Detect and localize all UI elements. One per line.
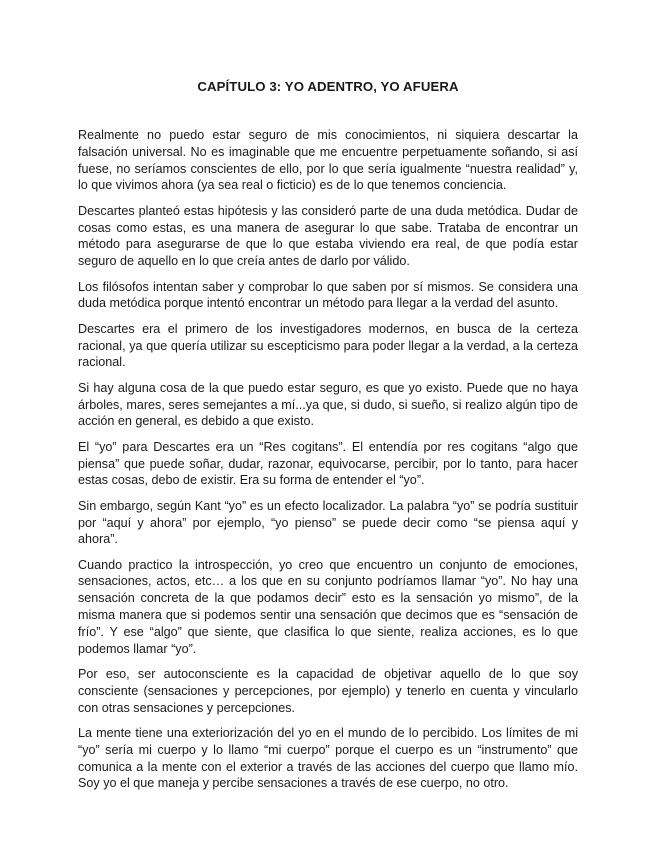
paragraph-8: Cuando practico la introspección, yo creo que encuentro un conjunto de emociones, sensaciones, actos, etc… a los que en su conjunto podríamos llamar “yo”. No hay una sensación concreta de la que podamos decir” esto es la sensación yo mismo”, de la misma manera que si podemos sentir una sensación que decimos que es “sensación de frío”. Y ese “algo” que siente, que clasifica lo que siente, realiza acciones, es lo que podemos llamar “yo”.: [78, 557, 578, 656]
paragraph-10: La mente tiene una exteriorización del yo en el mundo de lo percibido. Los límites de mi “yo” sería mi cuerpo y lo llamo “mi cuerpo” porque el cuerpo es un “instrumento” que comunica a la mente con el exterior a través de las acciones del cuerpo que llamo mío. Soy yo el que maneja y percibe sensaciones a través de ese cuerpo, no otro.: [78, 726, 578, 791]
paragraph-5: Si hay alguna cosa de la que puedo estar seguro, es que yo existo. Puede que no haya árboles, mares, seres semejantes a mí...ya que, si dudo, si sueño, si realizo algún tipo de acción en general, es debido a que existo.: [78, 380, 578, 429]
paragraph-1: Realmente no puedo estar seguro de mis conocimientos, ni siquiera descartar la falsación universal. No es imaginable que me encuentre perpetuamente soñando, si así fuese, no seríamos conscientes de ello, por lo que sería igualmente “nuestra realidad” y, lo que vivimos ahora (ya sea real o ficticio) es de lo que tenemos conciencia.: [78, 128, 578, 193]
paragraph-7: Sin embargo, según Kant “yo” es un efecto localizador. La palabra “yo” se podría sustituir por “aquí y ahora” por ejemplo, “yo pienso” se puede decir como “se piensa aquí y ahora”.: [78, 498, 578, 547]
paragraph-4: Descartes era el primero de los investigadores modernos, en busca de la certeza racional, ya que quería utilizar su escepticismo para poder llegar a la verdad, a la certeza racional.: [78, 321, 578, 370]
paragraph-3: Los filósofos intentan saber y comprobar lo que saben por sí mismos. Se considera una duda metódica porque intentó encontrar un método para llegar a la verdad del asunto.: [78, 279, 578, 311]
chapter-title: CAPÍTULO 3: YO ADENTRO, YO AFUERA: [197, 79, 459, 94]
paragraph-2: Descartes planteó estas hipótesis y las consideró parte de una duda metódica. Dudar de cosas como estas, es una manera de asegurar lo que sabe. Trataba de encontrar un método para asegurarse de que lo que estaba viviendo era real, de que podía estar seguro de aquello en lo que creía antes de darlo por válido.: [78, 203, 578, 269]
paragraph-6: El “yo” para Descartes era un “Res cogitans”. El entendía por res cogitans “algo que piensa” que puede soñar, dudar, razonar, equivocarse, percibir, por lo tanto, para hacer estas cosas, debo de existir. Era su forma de entender el “yo”.: [78, 439, 578, 488]
chapter-body: [78, 127, 578, 801]
paragraph-9: Por eso, ser autoconsciente es la capacidad de objetivar aquello de lo que soy consciente (sensaciones y percepciones, por ejemplo) y tenerlo en cuenta y vincularlo con otras sensaciones y percepciones.: [78, 667, 578, 715]
